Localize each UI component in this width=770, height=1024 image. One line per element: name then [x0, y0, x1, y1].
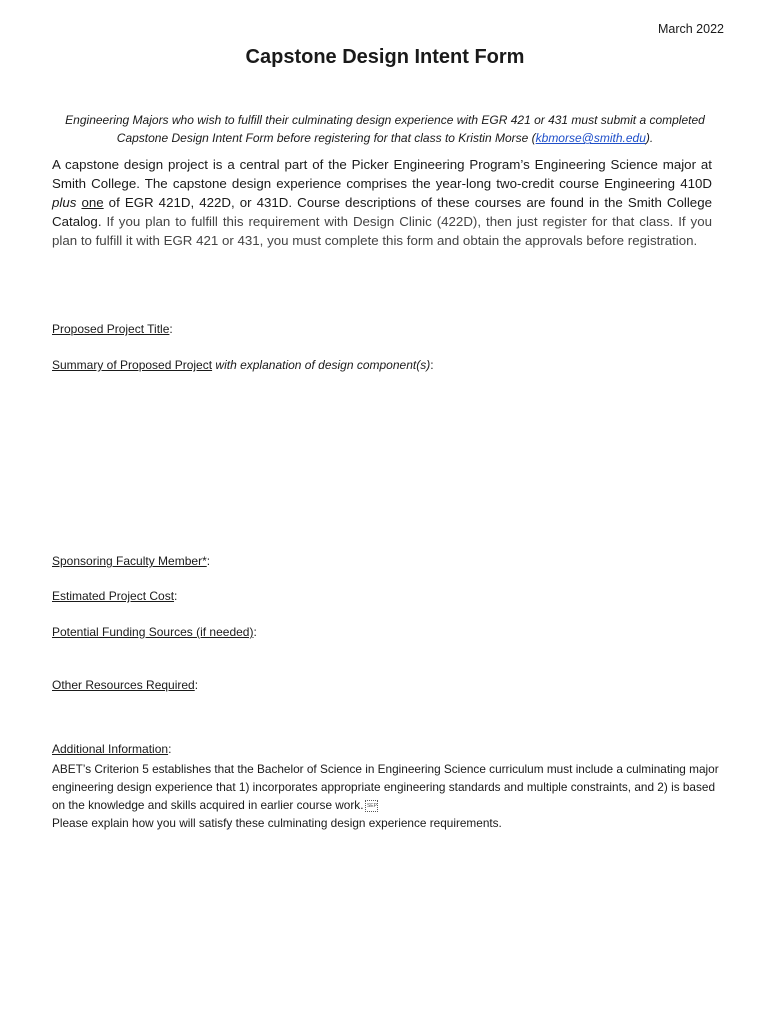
- sep-glyph-icon: SEP: [365, 800, 378, 812]
- cost-field: Estimated Project Cost:: [52, 589, 178, 603]
- project-title-field: Proposed Project Title:: [52, 322, 173, 336]
- funding-field: Potential Funding Sources (if needed):: [52, 625, 257, 639]
- contact-email-link[interactable]: kbmorse@smith.edu: [535, 131, 646, 145]
- summary-label: Summary of Proposed Project: [52, 358, 213, 372]
- cost-label: Estimated Project Cost: [52, 589, 175, 603]
- intro-text: Engineering Majors who wish to fulfill their culminating design experience with EGR 421 or 431 must submit a completed Capstone Design Intent Form before registering for that class to Kristin Morse (: [65, 113, 705, 145]
- description-paragraph: [52, 155, 712, 250]
- one-word: one: [81, 195, 104, 210]
- resources-field: Other Resources Required:: [52, 678, 199, 692]
- summary-field: Summary of Proposed Project with explanation of design component(s):: [52, 358, 434, 372]
- sponsor-field: Sponsoring Faculty Member*:: [52, 554, 211, 568]
- funding-label: Potential Funding Sources (if needed): [52, 625, 254, 639]
- additional-info-label: Additional Information: [52, 742, 169, 756]
- summary-note: with explanation of design component(s): [212, 358, 431, 372]
- plus-word: plus: [52, 195, 77, 210]
- form-date: March 2022: [657, 22, 724, 36]
- description-part3: If you plan to fulfill this requirement with Design Clinic (422D), then just register for that class. If you plan to fulfill it with EGR 421 or 431, you must complete this form and obtain the approvals before registration.: [52, 214, 712, 248]
- additional-info-field: Additional Information:: [52, 742, 172, 756]
- project-title-label: Proposed Project Title: [52, 322, 170, 336]
- intro-instructions: [40, 111, 730, 147]
- sponsor-label: Sponsoring Faculty Member*: [52, 554, 207, 568]
- resources-label: Other Resources Required: [52, 678, 195, 692]
- intro-after: ).: [645, 131, 654, 145]
- description-part1: A capstone design project is a central part of the Picker Engineering Program’s Engineering Science major at Smith College. The capstone design experience comprises the year-long two-credit course Engineering 410D: [52, 157, 712, 191]
- description-part2: of EGR 421D, 422D, or 431D. Course descriptions of these courses are found in the Smith College Catalog.: [52, 195, 712, 229]
- additional-info-text: [52, 760, 724, 832]
- abet-line: ABET’s Criterion 5 establishes that the Bachelor of Science in Engineering Science curriculum must include a culminating major engineering design experience that 1) incorporates appropriate engineering standards and multiple constraints, and 2) is based on the knowledge and skills acquired in earlier course work.: [52, 762, 719, 812]
- page-title: Capstone Design Intent Form: [245, 46, 525, 68]
- abet-criterion-text: [52, 760, 724, 814]
- explain-instruction: Please explain how you will satisfy these culminating design experience requirements.: [52, 816, 502, 830]
